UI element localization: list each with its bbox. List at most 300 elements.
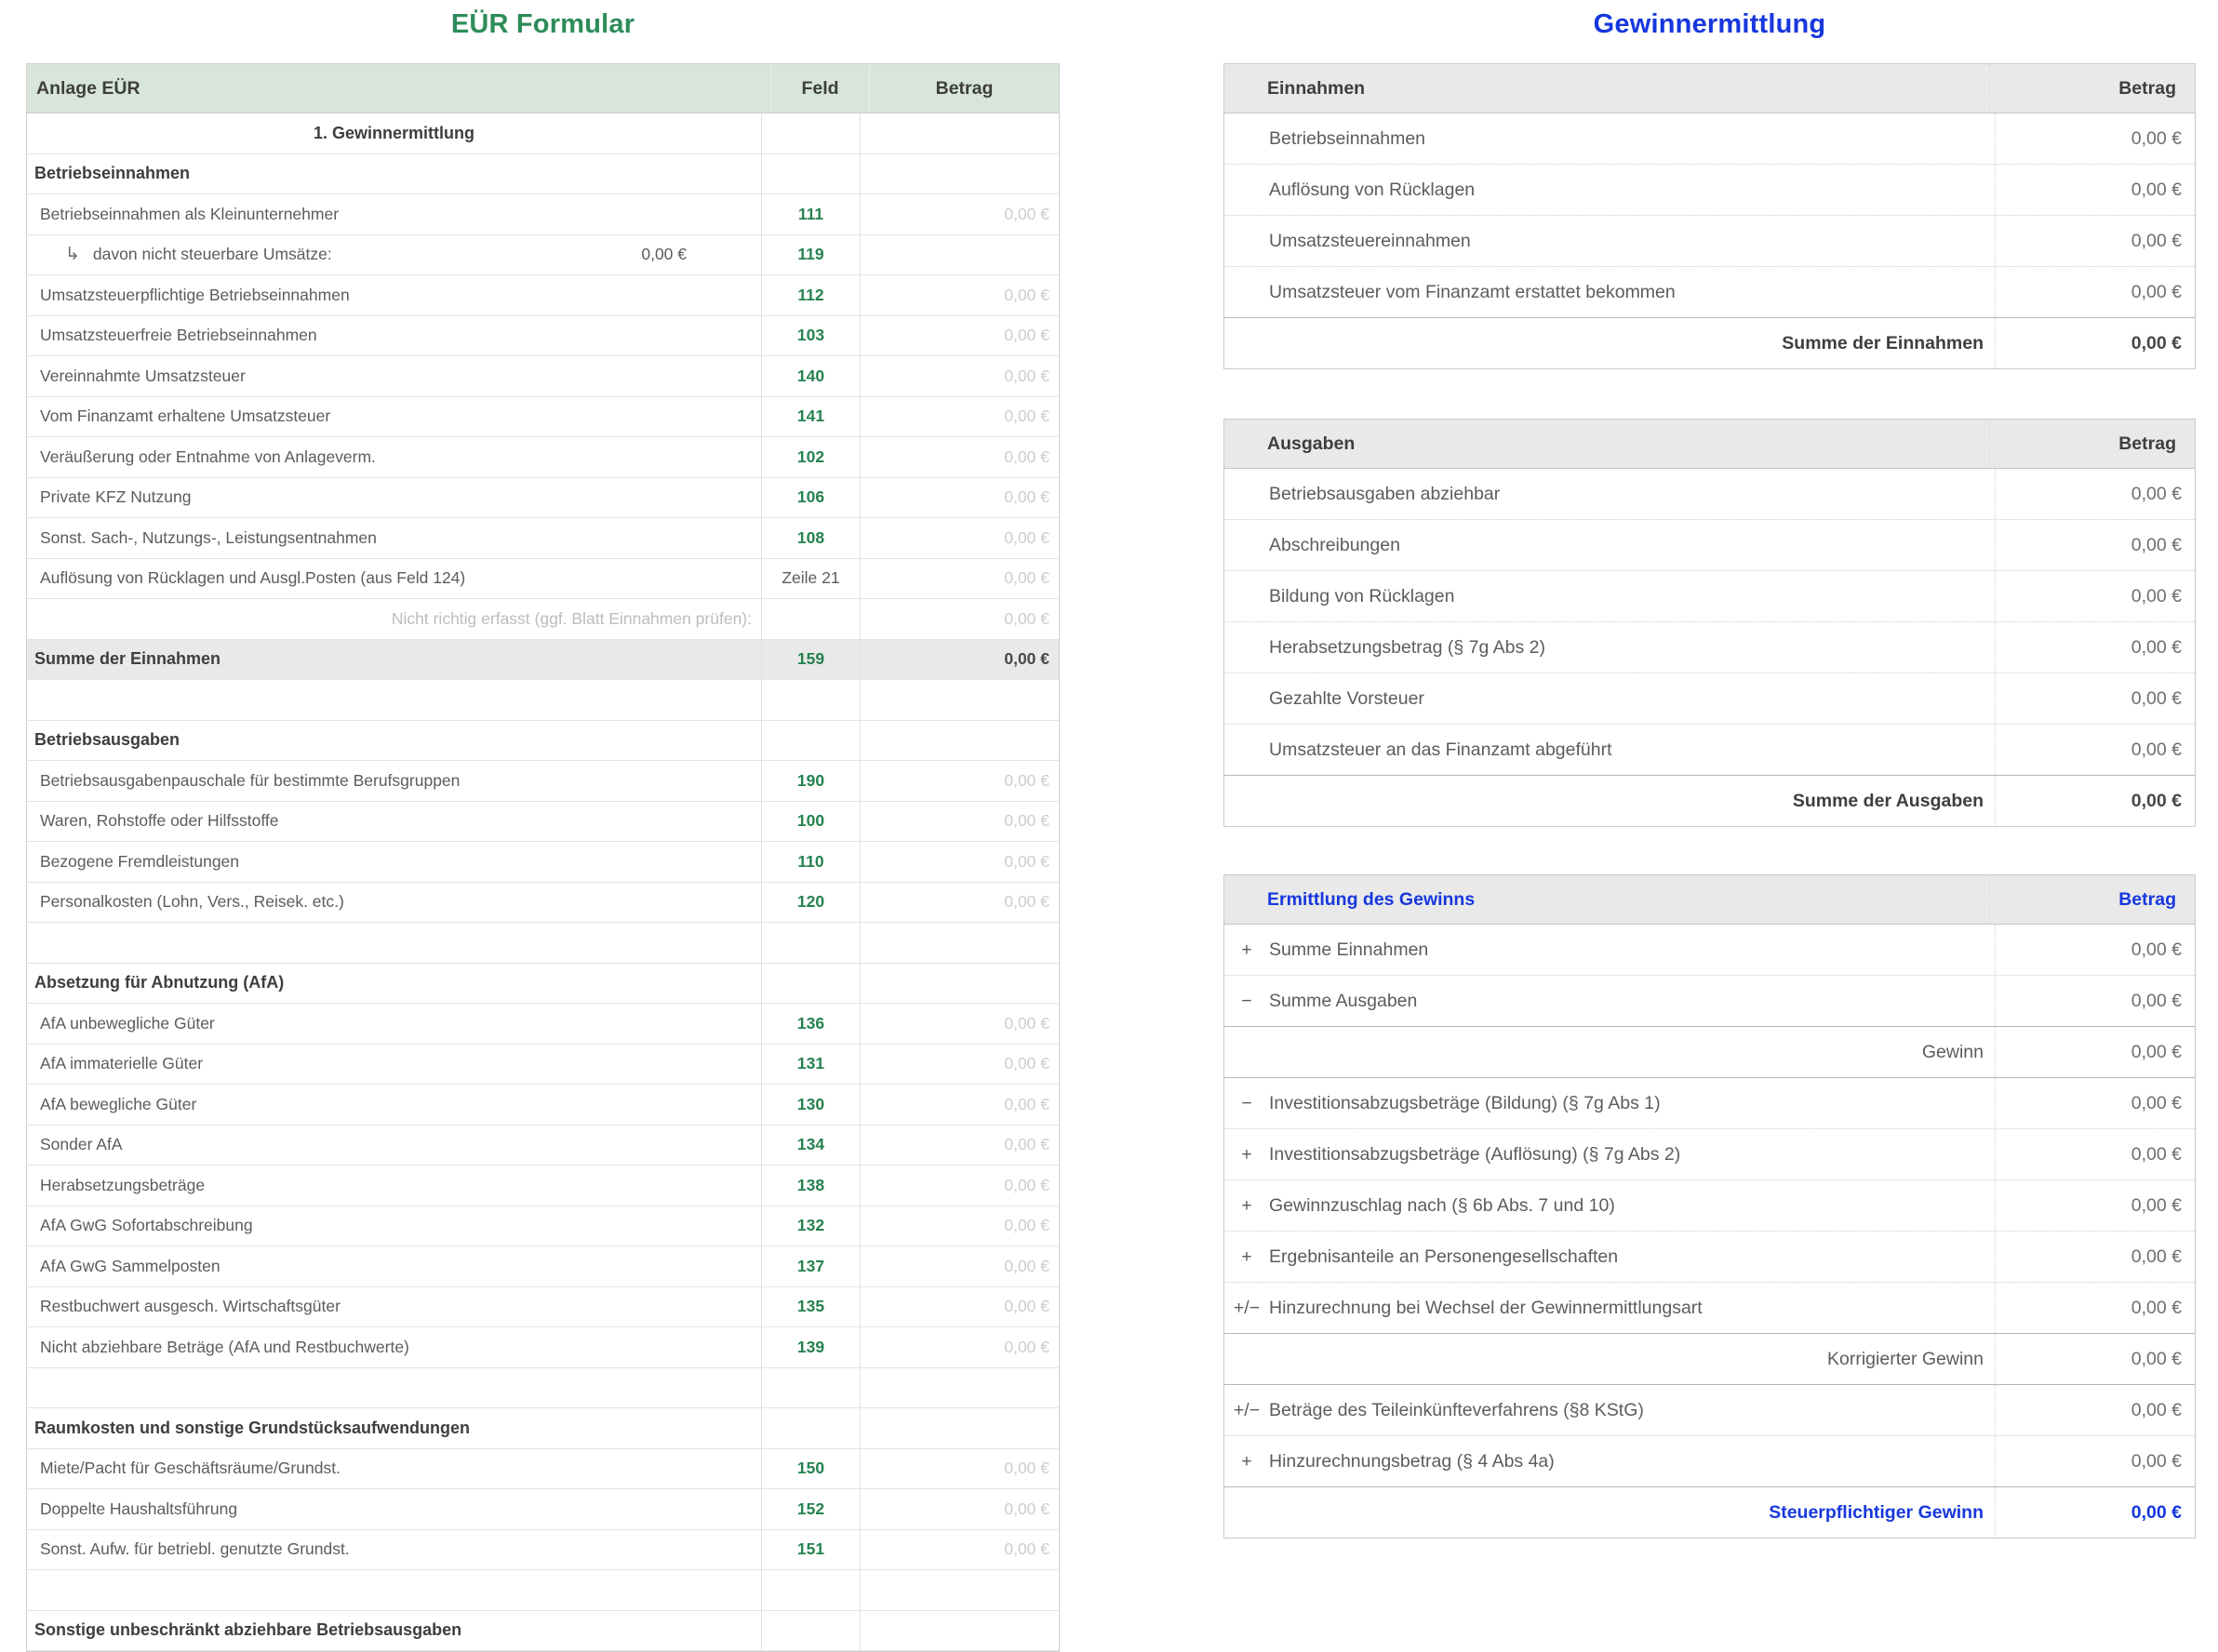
amount-cell[interactable] xyxy=(861,194,1059,234)
row-label-text: Betriebsausgabenpauschale für bestimmte Berufsgruppen xyxy=(40,770,461,790)
row-label-text: Personalkosten (Lohn, Vers., Reisek. etc.) xyxy=(40,892,344,912)
amount-value: 0,00 € xyxy=(1004,851,1049,871)
column-header-feld: Feld xyxy=(771,64,870,113)
row-label xyxy=(27,1611,762,1651)
total-row xyxy=(27,640,1059,681)
feld-cell: 138 xyxy=(762,1166,861,1206)
feld-cell xyxy=(762,923,861,963)
table-row xyxy=(1224,1231,2195,1282)
amount-cell[interactable]: 0,00 € xyxy=(1995,622,2195,673)
row-label xyxy=(27,478,762,518)
table-row xyxy=(27,397,1059,438)
amount-cell[interactable] xyxy=(861,1611,1059,1651)
row-label xyxy=(27,721,762,761)
row-label xyxy=(27,680,762,720)
feld-cell: 159 xyxy=(762,640,861,680)
table-row xyxy=(27,802,1059,843)
row-label xyxy=(27,1408,762,1448)
feld-cell: Zeile 21 xyxy=(762,559,861,599)
section-row xyxy=(27,1611,1059,1652)
eur-form-table xyxy=(26,63,1060,1652)
table-header-row xyxy=(1224,64,2195,113)
feld-cell xyxy=(762,1570,861,1610)
row-label-text: Auflösung von Rücklagen und Ausgl.Posten (aus Feld 124) xyxy=(40,568,466,588)
amount-cell[interactable] xyxy=(861,235,1059,275)
row-label: Auflösung von Rücklagen xyxy=(1269,179,1476,200)
amount-cell[interactable] xyxy=(861,1126,1059,1166)
row-label: Betriebsausgaben abziehbar xyxy=(1269,483,1501,504)
amount-cell[interactable]: 0,00 € xyxy=(1995,1232,2195,1282)
amount-value: 0,00 € xyxy=(1004,892,1049,912)
row-label-text: AfA unbewegliche Güter xyxy=(40,1013,215,1032)
feld-cell: 102 xyxy=(762,437,861,477)
amount-cell[interactable]: 0,00 € xyxy=(1995,673,2195,724)
row-label xyxy=(27,802,762,842)
gewinn-ermittlung-table xyxy=(1223,874,2196,1539)
amount-value: 0,00 € xyxy=(1004,487,1049,507)
row-label xyxy=(27,1246,762,1286)
row-label: Umsatzsteuereinnahmen xyxy=(1269,230,1471,251)
amount-cell[interactable]: 0,00 € xyxy=(641,245,687,264)
row-label-text: Miete/Pacht für Geschäftsräume/Grundst. xyxy=(40,1459,341,1478)
row-label-text: Summe der Einnahmen xyxy=(34,649,221,669)
total-row xyxy=(1224,775,2195,826)
table-header-row xyxy=(1224,875,2195,925)
row-label xyxy=(27,397,762,437)
table-row xyxy=(1224,1384,2195,1435)
feld-cell: 131 xyxy=(762,1045,861,1085)
empty-row xyxy=(27,1570,1059,1611)
amount-value: 0,00 € xyxy=(1004,1216,1049,1235)
table-header-betrag: Betrag xyxy=(1989,64,2195,113)
row-label xyxy=(27,599,762,639)
amount-cell[interactable] xyxy=(861,640,1059,680)
row-label: Summe Ausgaben xyxy=(1269,990,1418,1011)
row-label xyxy=(27,1126,762,1166)
amount-value: 0,00 € xyxy=(1004,446,1049,466)
amount-value: 0,00 € xyxy=(1004,1337,1049,1356)
amount-value: 0,00 € xyxy=(1004,649,1049,669)
feld-cell: 112 xyxy=(762,275,861,315)
row-label xyxy=(27,275,762,315)
amount-cell[interactable]: 0,00 € xyxy=(1995,165,2195,215)
feld-cell: 119 xyxy=(762,235,861,275)
feld-cell: 150 xyxy=(762,1449,861,1489)
table-row xyxy=(27,316,1059,357)
feld-cell xyxy=(762,964,861,1004)
table-row xyxy=(1224,1077,2195,1128)
amount-value: 0,00 € xyxy=(1004,366,1049,385)
table-header-betrag: Betrag xyxy=(1989,420,2195,468)
amount-value: 0,00 € xyxy=(1004,204,1049,223)
amount-value: 0,00 € xyxy=(1004,1094,1049,1113)
sign-cell: − xyxy=(1241,990,1252,1011)
row-label xyxy=(27,1327,762,1367)
row-label xyxy=(27,1085,762,1125)
amount-cell[interactable] xyxy=(861,1206,1059,1246)
row-label xyxy=(27,923,762,963)
feld-cell: 108 xyxy=(762,518,861,558)
row-label-text: AfA GwG Sammelposten xyxy=(40,1256,220,1275)
table-row xyxy=(27,1166,1059,1206)
row-label-text: Nicht richtig erfasst (ggf. Blatt Einnahmen prüfen): xyxy=(391,608,752,628)
table-row xyxy=(1224,925,2195,975)
amount-cell[interactable] xyxy=(861,1449,1059,1489)
sign-cell xyxy=(1224,725,1269,775)
amount-cell[interactable]: 0,00 € xyxy=(1995,113,2195,164)
amount-cell[interactable] xyxy=(861,559,1059,599)
table-header-row xyxy=(27,64,1059,113)
column-header-anlage-eur: Anlage EÜR xyxy=(27,64,771,113)
row-label: Korrigierter Gewinn xyxy=(1827,1348,1984,1369)
table-row xyxy=(27,1530,1059,1571)
amount-value: 0,00 € xyxy=(1004,1499,1049,1518)
table-row xyxy=(27,559,1059,600)
row-label: Umsatzsteuer an das Finanzamt abgeführt xyxy=(1269,739,1612,760)
amount-value: 0,00 € xyxy=(1004,527,1049,547)
row-label-text: Doppelte Haushaltsführung xyxy=(40,1499,238,1518)
amount-cell[interactable]: 0,00 € xyxy=(1995,1487,2195,1538)
table-row xyxy=(1224,215,2195,266)
sign-cell xyxy=(1224,267,1269,317)
feld-cell: 134 xyxy=(762,1126,861,1166)
empty-row xyxy=(27,680,1059,721)
amount-cell[interactable] xyxy=(861,721,1059,761)
table-row xyxy=(27,478,1059,519)
table-row xyxy=(27,1246,1059,1287)
amount-cell[interactable]: 0,00 € xyxy=(1995,1078,2195,1128)
amount-cell[interactable] xyxy=(861,1408,1059,1448)
row-label: Summe Einnahmen xyxy=(1269,939,1429,960)
amount-cell[interactable] xyxy=(861,923,1059,963)
amount-cell[interactable] xyxy=(861,1166,1059,1206)
row-label xyxy=(27,883,762,923)
table-row xyxy=(1224,469,2195,519)
amount-cell[interactable] xyxy=(861,275,1059,315)
empty-row xyxy=(27,923,1059,964)
amount-cell[interactable] xyxy=(861,316,1059,356)
row-label: Hinzurechnungsbetrag (§ 4 Abs 4a) xyxy=(1269,1450,1555,1472)
subtitle-row xyxy=(27,113,1059,154)
feld-cell: 139 xyxy=(762,1327,861,1367)
sign-cell xyxy=(1224,318,1269,368)
row-label-text: Sonst. Aufw. für betriebl. genutzte Grundst. xyxy=(40,1539,350,1559)
section-row xyxy=(27,721,1059,762)
amount-cell[interactable] xyxy=(861,113,1059,153)
amount-value: 0,00 € xyxy=(1004,1297,1049,1316)
row-label xyxy=(27,1045,762,1085)
amount-cell[interactable] xyxy=(861,1570,1059,1610)
feld-cell xyxy=(762,113,861,153)
row-label xyxy=(27,518,762,558)
row-label xyxy=(27,842,762,882)
table-row xyxy=(27,1287,1059,1328)
sign-cell xyxy=(1224,113,1269,164)
table-row xyxy=(27,1126,1059,1166)
table-row xyxy=(27,1327,1059,1368)
amount-cell[interactable]: 0,00 € xyxy=(1995,925,2195,975)
table-row xyxy=(1224,1179,2195,1231)
table-header-betrag: Betrag xyxy=(1989,875,2195,924)
section-row xyxy=(27,1408,1059,1449)
row-label: Summe der Einnahmen xyxy=(1782,332,1984,353)
row-label: Betriebseinnahmen xyxy=(1269,127,1426,149)
row-label-text: Private KFZ Nutzung xyxy=(40,487,192,507)
row-label-text: AfA GwG Sofortabschreibung xyxy=(40,1216,253,1235)
amount-cell[interactable] xyxy=(861,1287,1059,1327)
table-header-label: Einnahmen xyxy=(1267,77,1366,99)
table-row xyxy=(1224,1435,2195,1486)
row-label xyxy=(27,1206,762,1246)
feld-cell: 106 xyxy=(762,478,861,518)
amount-value: 0,00 € xyxy=(1004,1013,1049,1032)
sign-cell xyxy=(1224,1027,1269,1077)
sign-cell: + xyxy=(1241,1194,1252,1216)
amount-cell[interactable]: 0,00 € xyxy=(1995,318,2195,368)
table-row xyxy=(1224,519,2195,570)
sign-cell xyxy=(1224,520,1269,570)
feld-cell: 136 xyxy=(762,1004,861,1044)
row-label xyxy=(27,761,762,801)
sign-cell xyxy=(1224,776,1269,826)
feld-cell: 137 xyxy=(762,1246,861,1286)
amount-value: 0,00 € xyxy=(1004,1459,1049,1478)
row-label-text: Sonder AfA xyxy=(40,1135,123,1154)
amount-cell[interactable] xyxy=(861,1327,1059,1367)
sign-cell xyxy=(1224,469,1269,519)
row-label xyxy=(27,1570,762,1610)
sign-cell xyxy=(1224,571,1269,621)
row-label: Investitionsabzugsbeträge (Auflösung) (§ 7g Abs 2) xyxy=(1269,1143,1681,1165)
sign-cell: + xyxy=(1241,939,1252,960)
row-label: Umsatzsteuer vom Finanzamt erstattet bekommen xyxy=(1269,281,1676,302)
table-row xyxy=(27,1045,1059,1086)
sign-cell: +/− xyxy=(1233,1399,1261,1420)
amount-cell[interactable]: 0,00 € xyxy=(1995,1027,2195,1077)
feld-cell: 100 xyxy=(762,802,861,842)
feld-cell: 120 xyxy=(762,883,861,923)
row-label-text: AfA immaterielle Güter xyxy=(40,1054,204,1073)
row-label xyxy=(27,113,762,153)
amount-value: 0,00 € xyxy=(1004,1135,1049,1154)
amount-cell[interactable]: 0,00 € xyxy=(1995,1436,2195,1486)
row-label xyxy=(27,1530,762,1570)
amount-cell[interactable] xyxy=(861,478,1059,518)
row-label xyxy=(27,1368,762,1408)
amount-cell[interactable] xyxy=(861,842,1059,882)
feld-cell xyxy=(762,599,861,639)
amount-value: 0,00 € xyxy=(1004,1539,1049,1559)
row-label xyxy=(27,640,762,680)
amount-cell[interactable]: 0,00 € xyxy=(1995,469,2195,519)
empty-row xyxy=(27,1368,1059,1409)
row-label-text: Sonstige unbeschränkt abziehbare Betriebsausgaben xyxy=(34,1620,462,1640)
feld-cell: 103 xyxy=(762,316,861,356)
row-label: Steuerpflichtiger Gewinn xyxy=(1769,1501,1984,1523)
amount-cell[interactable] xyxy=(861,1246,1059,1286)
feld-cell xyxy=(762,1408,861,1448)
row-label-text: Raumkosten und sonstige Grundstücksaufwendungen xyxy=(34,1418,471,1437)
amount-cell[interactable]: 0,00 € xyxy=(1995,267,2195,317)
row-label: Ergebnisanteile an Personengesellschaften xyxy=(1269,1246,1619,1267)
row-label: Hinzurechnung bei Wechsel der Gewinnermittlungsart xyxy=(1269,1297,1703,1318)
sign-cell xyxy=(1224,1487,1269,1538)
feld-cell: 152 xyxy=(762,1489,861,1529)
row-label-text: AfA bewegliche Güter xyxy=(40,1094,197,1113)
feld-cell: 132 xyxy=(762,1206,861,1246)
feld-cell xyxy=(762,1368,861,1408)
table-row xyxy=(1224,621,2195,673)
amount-cell[interactable] xyxy=(861,1045,1059,1085)
feld-cell xyxy=(762,721,861,761)
feld-cell: 111 xyxy=(762,194,861,234)
row-label xyxy=(27,154,762,194)
row-label-text: Betriebseinnahmen xyxy=(34,164,191,183)
amount-cell[interactable]: 0,00 € xyxy=(1995,776,2195,826)
amount-cell[interactable] xyxy=(861,1085,1059,1125)
amount-cell[interactable] xyxy=(861,883,1059,923)
feld-cell: 141 xyxy=(762,397,861,437)
amount-cell[interactable] xyxy=(861,1004,1059,1044)
amount-cell[interactable] xyxy=(861,1530,1059,1570)
table-row xyxy=(1224,570,2195,621)
row-label xyxy=(27,316,762,356)
row-label-text: Umsatzsteuerfreie Betriebseinnahmen xyxy=(40,326,317,345)
sign-cell: − xyxy=(1241,1092,1252,1113)
amount-value: 0,00 € xyxy=(1004,326,1049,345)
feld-cell: 190 xyxy=(762,761,861,801)
amount-value: 0,00 € xyxy=(1004,406,1049,426)
amount-cell[interactable] xyxy=(861,761,1059,801)
row-label-text: Vom Finanzamt erhaltene Umsatzsteuer xyxy=(40,406,331,426)
amount-cell[interactable] xyxy=(861,599,1059,639)
sign-cell xyxy=(1224,216,1269,266)
sign-cell: + xyxy=(1241,1143,1252,1165)
section-row xyxy=(27,154,1059,195)
row-label-text: Vereinnahmte Umsatzsteuer xyxy=(40,366,246,385)
table-row xyxy=(27,761,1059,802)
table-row xyxy=(27,1489,1059,1530)
indent-arrow-icon: ↳ xyxy=(65,245,80,265)
row-label xyxy=(27,1489,762,1529)
row-label xyxy=(27,194,762,234)
row-label: Bildung von Rücklagen xyxy=(1269,585,1455,606)
row-label: Summe der Ausgaben xyxy=(1792,790,1984,811)
section-row xyxy=(27,964,1059,1005)
row-label-text: Sonst. Sach-, Nutzungs-, Leistungsentnahmen xyxy=(40,527,377,547)
row-label: Herabsetzungsbetrag (§ 7g Abs 2) xyxy=(1269,636,1546,658)
table-row xyxy=(27,1085,1059,1126)
sign-cell: +/− xyxy=(1233,1297,1261,1318)
row-label: Investitionsabzugsbeträge (Bildung) (§ 7g Abs 1) xyxy=(1269,1092,1661,1113)
amount-cell[interactable] xyxy=(861,1368,1059,1408)
grand-total-row xyxy=(1224,1486,2195,1538)
amount-cell[interactable]: 0,00 € xyxy=(1995,520,2195,570)
note-row xyxy=(27,599,1059,640)
row-label: Gewinnzuschlag nach (§ 6b Abs. 7 und 10) xyxy=(1269,1194,1615,1216)
sign-cell xyxy=(1224,673,1269,724)
amount-value: 0,00 € xyxy=(1004,770,1049,790)
gewinnermittlung-title: Gewinnermittlung xyxy=(1593,8,1826,39)
table-row xyxy=(1224,975,2195,1026)
amount-cell[interactable] xyxy=(861,397,1059,437)
eur-form-title: EÜR Formular xyxy=(450,8,635,39)
amount-cell[interactable] xyxy=(861,964,1059,1004)
einnahmen-table xyxy=(1223,63,2196,369)
table-row xyxy=(1224,1128,2195,1179)
sign-cell xyxy=(1224,165,1269,215)
subtotal-row xyxy=(1224,1026,2195,1077)
amount-cell[interactable]: 0,00 € xyxy=(1995,1129,2195,1179)
amount-cell[interactable]: 0,00 € xyxy=(1995,1334,2195,1384)
amount-value: 0,00 € xyxy=(1004,568,1049,588)
amount-cell[interactable] xyxy=(861,802,1059,842)
row-label-text: Restbuchwert ausgesch. Wirtschaftsgüter xyxy=(40,1297,341,1316)
amount-cell[interactable] xyxy=(861,356,1059,396)
column-header-betrag: Betrag xyxy=(935,77,994,99)
row-label xyxy=(27,1004,762,1044)
row-label-text: Betriebseinnahmen als Kleinunternehmer xyxy=(40,204,340,223)
sign-cell xyxy=(1224,1334,1269,1384)
row-label: Gezahlte Vorsteuer xyxy=(1269,687,1424,709)
row-label xyxy=(27,1166,762,1206)
amount-cell[interactable] xyxy=(861,154,1059,194)
amount-cell[interactable] xyxy=(861,518,1059,558)
row-label-text: Veräußerung oder Entnahme von Anlageverm. xyxy=(40,446,376,466)
amount-cell[interactable] xyxy=(861,1489,1059,1529)
amount-cell[interactable]: 0,00 € xyxy=(1995,216,2195,266)
table-row xyxy=(27,194,1059,235)
table-header-row xyxy=(1224,420,2195,469)
sign-cell: + xyxy=(1241,1450,1252,1472)
amount-cell[interactable]: 0,00 € xyxy=(1995,1180,2195,1231)
table-header-label: Ermittlung des Gewinns xyxy=(1267,888,1476,910)
row-label xyxy=(27,964,762,1004)
row-label-text: Betriebsausgaben xyxy=(34,730,180,750)
amount-value: 0,00 € xyxy=(1004,1054,1049,1073)
table-header-label: Ausgaben xyxy=(1267,433,1356,454)
sign-cell xyxy=(1224,622,1269,673)
table-row xyxy=(1224,724,2195,775)
row-label-text: 1. Gewinnermittlung xyxy=(313,123,474,142)
row-label-text: Waren, Rohstoffe oder Hilfsstoffe xyxy=(40,811,279,831)
row-label-text: Absetzung für Abnutzung (AfA) xyxy=(34,973,285,993)
amount-value: 0,00 € xyxy=(1004,608,1049,628)
amount-value: 0,00 € xyxy=(1004,1256,1049,1275)
amount-cell[interactable]: 0,00 € xyxy=(1995,725,2195,775)
total-row xyxy=(1224,317,2195,368)
amount-cell[interactable] xyxy=(861,680,1059,720)
row-label-text: Nicht abziehbare Beträge (AfA und Restbuchwerte) xyxy=(40,1337,409,1356)
feld-cell: 151 xyxy=(762,1530,861,1570)
row-label xyxy=(27,1449,762,1489)
amount-cell[interactable]: 0,00 € xyxy=(1995,1283,2195,1333)
amount-cell[interactable] xyxy=(861,437,1059,477)
table-row xyxy=(1224,1282,2195,1333)
amount-cell[interactable]: 0,00 € xyxy=(1995,571,2195,621)
feld-cell xyxy=(762,154,861,194)
feld-cell: 110 xyxy=(762,842,861,882)
row-label-text: Herabsetzungsbeträge xyxy=(40,1175,206,1194)
amount-cell[interactable]: 0,00 € xyxy=(1995,976,2195,1026)
row-label xyxy=(27,437,762,477)
ausgaben-table xyxy=(1223,419,2196,827)
row-label-text: Umsatzsteuerpflichtige Betriebseinnahmen xyxy=(40,285,350,304)
amount-cell[interactable]: 0,00 € xyxy=(1995,1385,2195,1435)
sign-cell: + xyxy=(1241,1246,1252,1267)
table-row xyxy=(27,1206,1059,1247)
row-label-text: Bezogene Fremdleistungen xyxy=(40,851,240,871)
